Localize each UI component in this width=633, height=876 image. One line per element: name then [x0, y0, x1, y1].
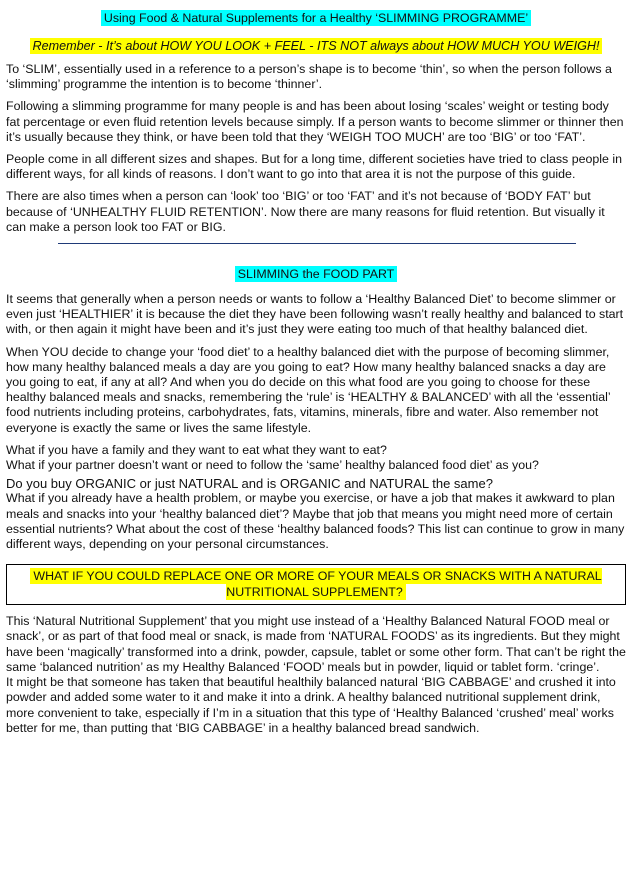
title-row	[6, 8, 626, 28]
intro-paragraph-2: Following a slimming programme for many people is and has been about losing ‘scales’ weight or testing body fat percentage or even fluid retention levels because simply. If a person wants to become slimmer or thinner then it’s usually because they think, or have been told that they ‘WEIGH TOO MUCH’ are too ‘BIG’ or too ‘FAT’.	[6, 99, 624, 144]
intro-paragraph-4: There are also times when a person can ‘look’ too ‘BIG’ or too ‘FAT’ and it’s not because of ‘BODY FAT’ but because of ‘UNHEALTHY FLUID RETENTION’. Now there are many reasons for fluid retention. But visually it can make a person look too FAT or BIG.	[6, 189, 605, 234]
intro-paragraph-1: To ‘SLIM’, essentially used in a reference to a person’s shape is to become ‘thin’, so when the person follows a ‘slimming’ programme the intention is to become ‘thinner’.	[6, 62, 612, 92]
intro-paragraph-3: People come in all different sizes and shapes. But for a long time, different societies have tried to class people in different ways, for all kinds of reasons. I don’t want to go into that area it is not the purpose of this guide.	[6, 152, 622, 182]
section2-paragraph-2: When YOU decide to change your ‘food diet’ to a healthy balanced diet with the purpose of becoming slimmer, how many healthy balanced meals a day are you going to eat? How many healthy balanced snacks a day are you going to eat, if any at all? And when you do decide on this what food are you going to choose for these healthy balanced meals and snacks, remembering the ‘rule’ is ‘HEALTHY & BALANCED’ with all the ‘essential’ food nutrients including proteins, carbohydrates, fats, vitamins, minerals, fibre and water. Also remember not everyone is exactly the same or lives the same lifestyle.	[6, 344, 611, 435]
remember-row	[6, 36, 626, 56]
document-title: Using Food & Natural Supplements for a Healthy ‘SLIMMING PROGRAMME’	[101, 10, 531, 26]
section-divider	[58, 243, 576, 244]
document-page	[6, 4, 626, 736]
boxed-question-text: WHAT IF YOU COULD REPLACE ONE OR MORE OF YOUR MEALS OR SNACKS WITH A NATURAL NUTRITIONAL SUPPLEMENT?	[30, 568, 601, 600]
question-family: What if you have a family and they want to eat what they want to eat?	[6, 442, 387, 457]
section2-heading: SLIMMING the FOOD PART	[235, 266, 398, 282]
health-paragraph: What if you already have a health problem, or maybe you exercise, or have a job that makes it awkward to plan meals and snacks into your ‘healthy balanced diet’? Maybe that job that means you might need more of certain essential nutrients? What about the cost of these ‘healthy balanced foods? This list can continue to grow in many different ways, depending on your personal circumstances.	[6, 491, 625, 552]
supplement-paragraph-1: This ‘Natural Nutritional Supplement’ that you might use instead of a ‘Healthy Balanced Natural FOOD meal or snack’, or as part of that food meal or snack, is made from ‘NATURAL FOODS’ as its ingredients. But they might have been ‘magically’ transformed into a drink, powder, capsule, tablet or some other form. That can’t be right the same ‘balanced nutrition’ as my Healthy Balanced ‘FOOD’ meals but in powder, liquid or tablet form. ‘cringe’.	[6, 614, 626, 674]
boxed-question	[6, 564, 626, 605]
question-organic: Do you buy ORGANIC or just NATURAL and is ORGANIC and NATURAL the same?	[6, 476, 493, 492]
supplement-paragraph-2: It might be that someone has taken that beautiful healthily balanced natural ‘BIG CABBAGE’ and crushed it into powder and added some water to it and make it into a drink. A healthy balanced nutritional supplement drink, more convenient to take, especially if I’m in a situation that this type of ‘Healthy Balanced ‘crushed’ meal’ works better for me, than putting that ‘BIG CABBAGE’ in a healthy balanced bread sandwich.	[6, 675, 616, 735]
section2-heading-row	[6, 264, 626, 284]
remember-banner: Remember - It’s about HOW YOU LOOK + FEEL - ITS NOT always about HOW MUCH YOU WEIGH!	[30, 38, 603, 54]
section2-paragraph-1: It seems that generally when a person needs or wants to follow a ‘Healthy Balanced Diet’ to become slimmer or even just ‘HEALTHIER’ it is because the diet they have been following wasn’t really healthy and balanced to start with, or then again it might have been and it’s just they were eating too much of that healthy balanced diet.	[6, 292, 624, 337]
question-partner: What if your partner doesn’t want or need to follow the ‘same’ healthy balanced food diet’ as you?	[6, 458, 539, 473]
